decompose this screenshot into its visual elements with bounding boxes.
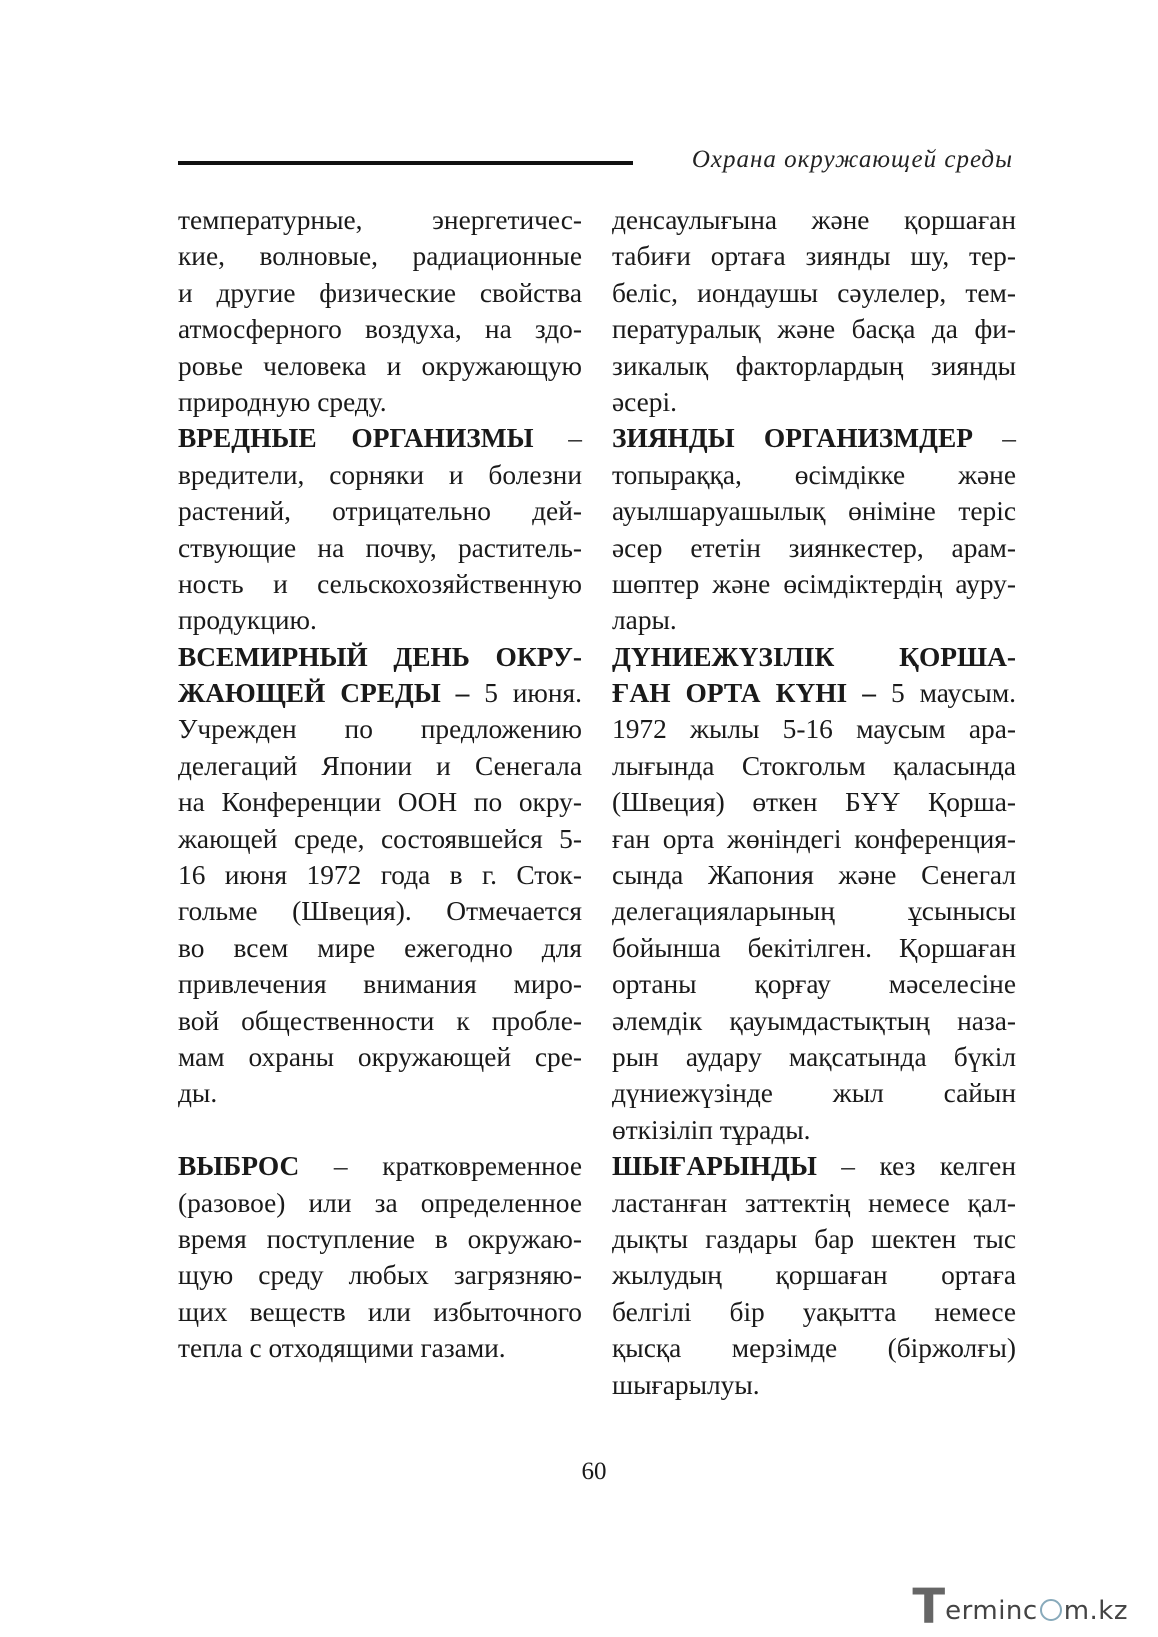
- entry-term: ВСЕМИРНЫЙ ДЕНЬ ОКРУ-: [178, 641, 582, 672]
- text-line: (разовое) или за определенное: [178, 1187, 582, 1218]
- text-line: зикалық факторлардың зиянды: [612, 350, 1016, 381]
- text-line: время поступление в окружаю-: [178, 1223, 582, 1254]
- entry-term: ВЫБРОС: [178, 1151, 300, 1182]
- text-line: өткізіліп тұрады.: [612, 1114, 811, 1145]
- term-dash: –: [440, 678, 485, 709]
- text-line: рын аудару мақсатында бүкіл: [612, 1041, 1016, 1072]
- entry-heading-line: [612, 1148, 1016, 1184]
- text-line: вредители, сорняки и болезни: [178, 459, 582, 490]
- text-line: жающей среде, состоявшейся 5-: [178, 823, 582, 854]
- site-watermark: [912, 1579, 1128, 1635]
- text-line: гольме (Швеция). Отмечается: [178, 896, 582, 927]
- text-line: природную среду.: [178, 386, 387, 417]
- text-line: во всем мире ежегодно для: [178, 932, 582, 963]
- text-line: тепла с отходящими газами.: [178, 1333, 506, 1364]
- text-line: лары.: [612, 605, 677, 636]
- text-line: мам охраны окружающей сре-: [178, 1041, 582, 1072]
- text-line: әлемдік қауымдастықтың наза-: [612, 1005, 1016, 1036]
- spacer: [178, 1112, 582, 1148]
- text-line: щую среду любых загрязняю-: [178, 1260, 582, 1291]
- left-column: [178, 202, 582, 1367]
- text-line: щих веществ или избыточного: [178, 1296, 582, 1327]
- text-line: беліс, иондаушы сәулелер, тем-: [612, 277, 1016, 308]
- term-dash: –: [972, 423, 1017, 454]
- text-line: (Швеция) өткен БҰҰ Қорша-: [612, 787, 1016, 818]
- watermark-domain: m.kz: [1063, 1596, 1128, 1626]
- entry-term: ЗИЯНДЫ ОРГАНИЗМДЕР: [612, 423, 973, 454]
- text-line: Учрежден по предложению: [178, 714, 582, 745]
- text-line: температурные, энергетичес-: [178, 205, 582, 235]
- text-line: 1972 жылы 5-16 маусым ара-: [612, 714, 1016, 745]
- text-line: атмосферного воздуха, на здо-: [178, 314, 582, 345]
- entry-heading-line: [612, 420, 1016, 456]
- entry-heading-line: [178, 420, 582, 456]
- running-header-title: Охрана окружающей среды: [691, 146, 1013, 173]
- text-line: жылудың қоршаған ортаға: [612, 1260, 1016, 1291]
- text-line: әсер ететін зиянкестер, арам-: [612, 532, 1016, 563]
- term-dash: –: [847, 678, 891, 709]
- text-line: қысқа мерзімде (біржолғы): [612, 1333, 1016, 1364]
- text-line: на Конференции ООН по окру-: [178, 787, 582, 818]
- right-column: [612, 202, 1016, 1403]
- text-line: дықты газдары бар шектен тыс: [612, 1223, 1016, 1254]
- text-line: делегаций Японии и Сенегала: [178, 750, 582, 781]
- text-line: ған орта жөніндегі конференция-: [612, 823, 1016, 854]
- text-line: табиғи ортаға зиянды шу, тер-: [612, 241, 1016, 272]
- text-line: денсаулығына және қоршаған: [612, 205, 1016, 235]
- entry-term: ҒАН ОРТА КҮНІ: [612, 678, 848, 709]
- entry-term: ДҮНИЕЖҮЗІЛІК ҚОРША-: [612, 641, 1016, 672]
- text-line: ность и сельскохозяйственную: [178, 568, 582, 599]
- text-line: пературалық және басқа да фи-: [612, 314, 1016, 345]
- globe-icon: [1040, 1599, 1062, 1621]
- entry-term: ЖАЮЩЕЙ СРЕДЫ: [178, 678, 441, 709]
- term-tail: – кез келген: [816, 1151, 1016, 1182]
- text-line: привлечения внимания миро-: [178, 969, 582, 1000]
- watermark-letter: T: [912, 1579, 946, 1635]
- text-line: 16 июня 1972 года в г. Сток-: [178, 860, 582, 891]
- text-line: сында Жапония және Сенегал: [612, 860, 1016, 891]
- entry-heading-line: [178, 675, 582, 711]
- text-line: ровье человека и окружающую: [178, 350, 582, 381]
- text-line: кие, волновые, радиационные: [178, 241, 582, 272]
- watermark-text: erminc: [945, 1596, 1038, 1626]
- entry-date: 5 июня.: [484, 678, 582, 709]
- text-line: лығында Стокгольм қаласында: [612, 750, 1016, 781]
- term-dash: –: [533, 423, 582, 454]
- text-line: шығарылуы.: [612, 1369, 760, 1400]
- text-line: ластанған заттектің немесе қал-: [612, 1187, 1016, 1218]
- text-line: топыраққа, өсімдікке және: [612, 459, 1016, 490]
- text-line: әсері.: [612, 386, 677, 417]
- text-line: дүниежүзінде жыл сайын: [612, 1078, 1016, 1109]
- entry-date: 5 маусым.: [890, 678, 1016, 709]
- header-rule: [178, 161, 633, 165]
- text-line: делегацияларының ұсынысы: [612, 896, 1016, 927]
- text-line: белгілі бір уақытта немесе: [612, 1296, 1016, 1327]
- term-tail: – кратковременное: [299, 1151, 582, 1182]
- text-line: ауылшаруашылық өніміне теріс: [612, 496, 1016, 527]
- text-line: растений, отрицательно дей-: [178, 496, 582, 527]
- text-line: продукцию.: [178, 605, 317, 636]
- text-line: ортаны қорғау мәселесіне: [612, 969, 1016, 1000]
- entry-heading-line: [178, 1148, 582, 1184]
- text-line: бойынша бекітілген. Қоршаған: [612, 932, 1016, 963]
- page-number: 60: [581, 1458, 607, 1485]
- text-line: вой общественности к пробле-: [178, 1005, 582, 1036]
- text-line: и другие физические свойства: [178, 277, 582, 308]
- text-line: ствующие на почву, раститель-: [178, 532, 582, 563]
- entry-term: ШЫҒАРЫНДЫ: [612, 1151, 817, 1182]
- text-line: шөптер және өсімдіктердің ауру-: [612, 568, 1016, 599]
- entry-term: ВРЕДНЫЕ ОРГАНИЗМЫ: [178, 423, 534, 454]
- entry-heading-line: [612, 675, 1016, 711]
- text-line: ды.: [178, 1078, 218, 1109]
